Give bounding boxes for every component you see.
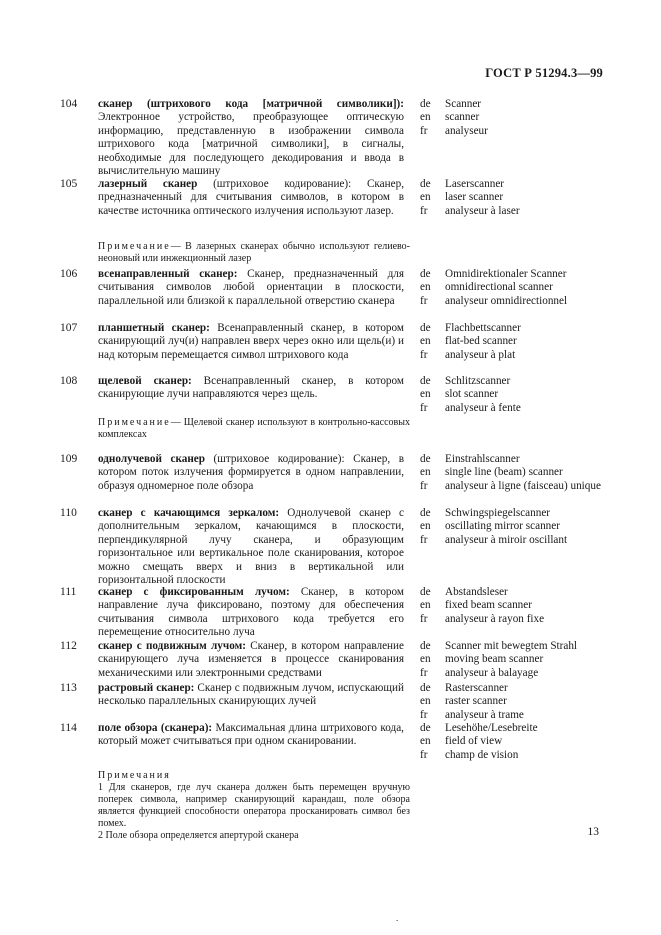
entry-text: (штриховое кодирование): Сканер, предназначенный для считывания символов, в котором в качестве источника оптического излучения используют лазер. <box>98 178 404 217</box>
lang-term: Scanner <box>445 98 482 110</box>
entry-number: 108 <box>60 375 78 387</box>
entry-translations <box>420 507 630 547</box>
lang-term: Omnidirektionaler Scanner <box>445 268 567 280</box>
lang-term: field of view <box>445 735 503 748</box>
note-label: Примечание <box>98 417 171 428</box>
entry-number: 110 <box>60 507 77 519</box>
entry-text: Сканер, в котором направление луча фиксировано, поэтому для обеспечения считывания символа штрихового кода требуется его перемещение относительно луча <box>98 586 404 639</box>
lang-code: de <box>420 586 431 598</box>
entry-text: Сканер, в котором направление сканирующего луча изменяется в процессе сканирования механическими или электронными средствами <box>98 640 404 679</box>
entry-number: 114 <box>60 722 77 734</box>
entry-definition <box>98 722 404 749</box>
entry-number: 111 <box>60 586 77 598</box>
lang-code: en <box>420 111 431 124</box>
entry-number: 104 <box>60 98 78 110</box>
entry-term: растровый сканер: <box>98 682 195 694</box>
entry-text: Всенаправленный сканер, в котором сканирующие лучи направляются через щель. <box>98 375 404 401</box>
lang-term: analyseur <box>445 124 488 137</box>
entry-text: Всенаправленный сканер, в котором сканирующий луч(и) направлен вверх через окно или щель(и) и над которым перемещается символ штрихового кода <box>98 322 404 361</box>
lang-code: fr <box>420 666 428 679</box>
final-note-item: 1 Для сканеров, где луч сканера должен быть перемещен вручную поперек символа, например сканирующий карандаш, поле обзора является функцией способности оператора просканировать символ без помех. <box>98 782 410 829</box>
entry-term: планшетный сканер: <box>98 322 210 334</box>
entry-term: однолучевой сканер <box>98 453 205 465</box>
entry-translations <box>420 268 630 308</box>
entry-translations <box>420 322 630 362</box>
lang-term: Einstrahlscanner <box>445 453 520 465</box>
entry-translations <box>420 640 630 680</box>
entry-number: 107 <box>60 322 78 334</box>
lang-code: fr <box>420 294 428 307</box>
entry-definition <box>98 640 404 680</box>
lang-term: laser scanner <box>445 191 504 204</box>
entry-text: Сканер с подвижным лучом, испускающий несколько параллельных сканирующих лучей <box>98 682 404 708</box>
entry-number: 113 <box>60 682 77 694</box>
lang-term: Rasterscanner <box>445 682 508 694</box>
entry-translations <box>420 178 630 218</box>
entry-term: сканер с качающимся зеркалом: <box>98 507 280 519</box>
entry-definition <box>98 178 404 218</box>
note-label: Примечание <box>98 241 171 252</box>
lang-code: de <box>420 722 431 734</box>
lang-term: analyseur à fente <box>445 401 521 414</box>
lang-code: de <box>420 375 431 387</box>
entry-term: сканер с подвижным лучом: <box>98 640 246 652</box>
lang-term: Flachbettscanner <box>445 322 521 334</box>
lang-code: fr <box>420 533 428 546</box>
entry-translations <box>420 682 630 722</box>
lang-code: fr <box>420 479 428 492</box>
lang-term: analyseur à ligne (faisceau) unique <box>445 479 601 492</box>
lang-term: analyseur omnidirectionnel <box>445 294 568 307</box>
lang-code: de <box>420 507 431 519</box>
entry-number: 109 <box>60 453 78 465</box>
lang-term: flat-bed scanner <box>445 335 517 348</box>
lang-term: Schlitzscanner <box>445 375 511 387</box>
entry-definition <box>98 586 404 640</box>
lang-term: analyseur à miroir oscillant <box>445 533 568 546</box>
entry-term: всенаправленный сканер: <box>98 268 238 280</box>
lang-code: en <box>420 466 431 479</box>
note-text: — В лазерных сканерах обычно используют гелиево-неоновый или инжекционный лазер <box>98 241 410 264</box>
lang-code: fr <box>420 348 428 361</box>
lang-code: en <box>420 281 431 294</box>
entry-translations <box>420 453 630 493</box>
entry-definition <box>98 507 404 587</box>
entry-text: Электронное устройство, преобразующее оптическую информацию, представленную в изображении символа штрихового кода [матричной символики], в сигналы, необходимые для последующего декодирования и ввода в вычислительную машину <box>98 111 404 178</box>
lang-code: de <box>420 322 431 334</box>
lang-term: analyseur à plat <box>445 348 516 361</box>
lang-code: fr <box>420 204 428 217</box>
lang-code: de <box>420 682 431 694</box>
lang-term: oscillating mirror scanner <box>445 520 560 533</box>
document-header: ГОСТ Р 51294.3—99 <box>485 66 603 80</box>
lang-code: de <box>420 640 431 652</box>
lang-code: de <box>420 268 431 280</box>
final-notes <box>98 770 410 842</box>
lang-code: fr <box>420 612 428 625</box>
lang-code: fr <box>420 124 428 137</box>
entry-number: 105 <box>60 178 78 190</box>
lang-term: Abstandsleser <box>445 586 508 598</box>
entry-translations <box>420 722 630 762</box>
entry-definition <box>98 268 404 308</box>
entry-note <box>98 241 410 265</box>
lang-term: champ de vision <box>445 748 519 761</box>
lang-term: analyseur à trame <box>445 708 524 721</box>
entry-number: 112 <box>60 640 77 652</box>
lang-term: raster scanner <box>445 695 507 708</box>
entry-term: щелевой сканер: <box>98 375 192 387</box>
lang-term: fixed beam scanner <box>445 599 532 612</box>
final-notes-label: Примечания <box>98 770 171 781</box>
lang-code: de <box>420 453 431 465</box>
entry-number: 106 <box>60 268 78 280</box>
entry-definition <box>98 453 404 493</box>
entry-definition <box>98 322 404 362</box>
entry-text: Сканер, предназначенный для считывания символов любой ориентации в плоскости, параллельной или близкой к параллельной отверстию сканера <box>98 268 404 307</box>
lang-term: analyseur à balayage <box>445 666 539 679</box>
entry-translations <box>420 375 630 415</box>
lang-term: scanner <box>445 111 480 124</box>
lang-code: en <box>420 735 431 748</box>
entry-term: сканер с фиксированным лучом: <box>98 586 290 598</box>
entry-definition <box>98 375 404 402</box>
entry-text: Однолучевой сканер с дополнительным зеркалом, качающимся в плоскости, перпендикулярной лучу сканера, и образующим горизонтальное или вертикальное поле сканирования, которое можно смещать вверх и вниз в вертикальной или горизонтальной плоскости <box>98 507 405 587</box>
lang-term: single line (beam) scanner <box>445 466 563 479</box>
lang-code: en <box>420 653 431 666</box>
lang-code: en <box>420 388 431 401</box>
lang-term: Scanner mit bewegtem Strahl <box>445 640 578 652</box>
lang-term: Lesehöhe/Lesebreite <box>445 722 538 734</box>
page-number: 13 <box>587 826 599 838</box>
lang-term: analyseur à laser <box>445 204 520 217</box>
entry-term: поле обзора (сканера): <box>98 722 213 734</box>
entry-text: Максимальная длина штрихового кода, который может считываться при одном сканировании. <box>98 722 404 748</box>
lang-term: analyseur à rayon fixe <box>445 612 545 625</box>
lang-code: en <box>420 191 431 204</box>
lang-code: fr <box>420 401 428 414</box>
entry-term: сканер (штрихового кода [матричной символики]): <box>98 98 404 110</box>
lang-code: en <box>420 520 431 533</box>
entry-term: лазерный сканер <box>98 178 198 190</box>
lang-term: moving beam scanner <box>445 653 544 666</box>
lang-code: en <box>420 335 431 348</box>
lang-term: omnidirectional scanner <box>445 281 553 294</box>
lang-code: en <box>420 599 431 612</box>
lang-term: Laserscanner <box>445 178 505 190</box>
lang-code: de <box>420 178 431 190</box>
footer-mark: . <box>396 913 399 923</box>
entry-translations <box>420 98 630 138</box>
lang-code: fr <box>420 708 428 721</box>
entry-translations <box>420 586 630 626</box>
entry-text: (штриховое кодирование): Сканер, в котором поток излучения формируется в одном направлении, образуя одномерное поле обзора <box>98 453 404 492</box>
lang-term: Schwingspiegelscanner <box>445 507 551 519</box>
lang-term: slot scanner <box>445 388 499 401</box>
entry-definition <box>98 682 404 709</box>
entry-note <box>98 417 410 441</box>
lang-code: de <box>420 98 431 110</box>
final-note-item: 2 Поле обзора определяется апертурой сканера <box>98 830 299 841</box>
note-text: — Щелевой сканер используют в контрольно-кассовых комплексах <box>98 417 410 440</box>
lang-code: fr <box>420 748 428 761</box>
lang-code: en <box>420 695 431 708</box>
entry-definition <box>98 98 404 178</box>
